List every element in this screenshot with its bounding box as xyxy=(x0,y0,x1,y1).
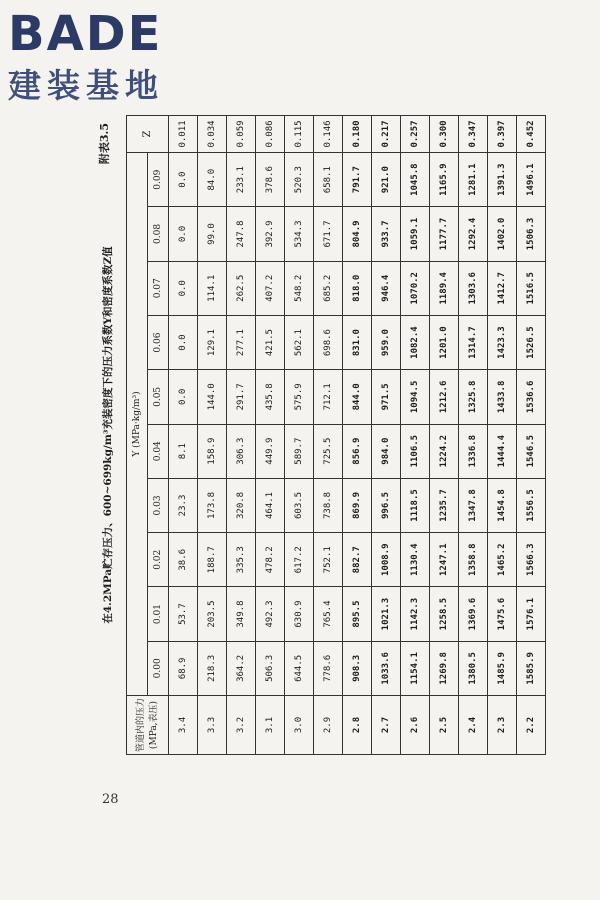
y-value-cell: 1496.1 xyxy=(517,153,546,207)
table-row xyxy=(314,116,343,755)
y-value-cell: 712.1 xyxy=(314,370,343,424)
y-value-cell: 1402.0 xyxy=(488,207,517,261)
y-value-cell: 831.0 xyxy=(343,315,372,369)
pressure-header xyxy=(127,696,169,755)
y-value-cell: 99.0 xyxy=(198,207,227,261)
y-value-cell: 882.7 xyxy=(343,533,372,587)
y-value-cell: 603.5 xyxy=(285,478,314,532)
y-value-cell: 1059.1 xyxy=(401,207,430,261)
y-value-cell: 1008.9 xyxy=(372,533,401,587)
pressure-header-line1: 管道内的压力 xyxy=(135,698,146,753)
y-value-cell: 478.2 xyxy=(256,533,285,587)
y-value-cell: 1106.5 xyxy=(401,424,430,478)
y-value-cell: 1303.6 xyxy=(459,261,488,315)
y-value-cell: 68.9 xyxy=(169,641,198,695)
y-value-cell: 725.5 xyxy=(314,424,343,478)
z-value-cell: 0.397 xyxy=(488,116,517,153)
table-row xyxy=(517,116,546,755)
table-caption: 在4.2MPa贮存压力、600~699kg/m³充装密度下的压力系数Y和密度系数Z值 xyxy=(102,246,114,624)
y-value-cell: 1546.5 xyxy=(517,424,546,478)
density-header-row xyxy=(148,116,169,755)
y-value-cell: 1433.8 xyxy=(488,370,517,424)
z-value-cell: 0.146 xyxy=(314,116,343,153)
y-value-cell: 378.6 xyxy=(256,153,285,207)
table-row xyxy=(198,116,227,755)
density-column-header: 0.04 xyxy=(148,424,169,478)
y-value-cell: 1444.4 xyxy=(488,424,517,478)
z-header: Z xyxy=(127,116,169,153)
y-value-cell: 630.9 xyxy=(285,587,314,641)
table-body xyxy=(169,116,546,755)
pressure-cell: 2.8 xyxy=(343,696,372,755)
y-value-cell: 1369.6 xyxy=(459,587,488,641)
y-value-cell: 1526.5 xyxy=(517,315,546,369)
y-value-cell: 392.9 xyxy=(256,207,285,261)
y-value-cell: 320.8 xyxy=(227,478,256,532)
y-value-cell: 921.0 xyxy=(372,153,401,207)
y-value-cell: 1247.1 xyxy=(430,533,459,587)
y-value-cell: 575.9 xyxy=(285,370,314,424)
y-value-cell: 84.0 xyxy=(198,153,227,207)
y-value-cell: 277.1 xyxy=(227,315,256,369)
y-value-cell: 617.2 xyxy=(285,533,314,587)
y-value-cell: 1269.8 xyxy=(430,641,459,695)
pressure-header-line2: (MPa,表压) xyxy=(148,700,159,750)
y-value-cell: 1475.6 xyxy=(488,587,517,641)
y-value-cell: 364.2 xyxy=(227,641,256,695)
y-value-cell: 291.7 xyxy=(227,370,256,424)
y-value-cell: 203.5 xyxy=(198,587,227,641)
y-value-cell: 335.3 xyxy=(227,533,256,587)
z-value-cell: 0.452 xyxy=(517,116,546,153)
y-value-cell: 562.1 xyxy=(285,315,314,369)
y-value-cell: 1201.0 xyxy=(430,315,459,369)
y-value-cell: 1423.3 xyxy=(488,315,517,369)
y-value-cell: 1033.6 xyxy=(372,641,401,695)
y-value-cell: 534.3 xyxy=(285,207,314,261)
logo-subtitle: 建装基地 xyxy=(8,66,164,105)
y-value-cell: 464.1 xyxy=(256,478,285,532)
z-value-cell: 0.034 xyxy=(198,116,227,153)
logo-wordmark: BADE xyxy=(8,6,163,62)
rotated-page-content xyxy=(98,115,536,755)
pressure-cell: 3.0 xyxy=(285,696,314,755)
table-row xyxy=(372,116,401,755)
y-value-cell: 895.5 xyxy=(343,587,372,641)
y-value-cell: 349.8 xyxy=(227,587,256,641)
table-row xyxy=(401,116,430,755)
density-column-header: 0.00 xyxy=(148,641,169,695)
y-value-cell: 129.1 xyxy=(198,315,227,369)
y-value-cell: 306.3 xyxy=(227,424,256,478)
y-value-cell: 971.5 xyxy=(372,370,401,424)
z-value-cell: 0.217 xyxy=(372,116,401,153)
y-value-cell: 1516.5 xyxy=(517,261,546,315)
y-value-cell: 0.0 xyxy=(169,153,198,207)
y-value-cell: 0.0 xyxy=(169,315,198,369)
y-value-cell: 1314.7 xyxy=(459,315,488,369)
y-value-cell: 844.0 xyxy=(343,370,372,424)
y-value-cell: 23.3 xyxy=(169,478,198,532)
y-value-cell: 996.5 xyxy=(372,478,401,532)
y-value-cell: 671.7 xyxy=(314,207,343,261)
z-value-cell: 0.347 xyxy=(459,116,488,153)
y-value-cell: 1358.8 xyxy=(459,533,488,587)
density-column-header: 0.08 xyxy=(148,207,169,261)
y-value-cell: 1130.4 xyxy=(401,533,430,587)
y-value-cell: 247.8 xyxy=(227,207,256,261)
y-value-cell: 765.4 xyxy=(314,587,343,641)
pressure-cell: 3.1 xyxy=(256,696,285,755)
y-value-cell: 233.1 xyxy=(227,153,256,207)
z-value-cell: 0.300 xyxy=(430,116,459,153)
y-value-cell: 1336.8 xyxy=(459,424,488,478)
y-value-cell: 658.1 xyxy=(314,153,343,207)
y-value-cell: 1576.1 xyxy=(517,587,546,641)
y-value-cell: 1094.5 xyxy=(401,370,430,424)
table-row xyxy=(488,116,517,755)
y-value-cell: 506.3 xyxy=(256,641,285,695)
y-value-cell: 685.2 xyxy=(314,261,343,315)
y-value-cell: 1325.8 xyxy=(459,370,488,424)
pressure-cell: 2.2 xyxy=(517,696,546,755)
y-value-cell: 644.5 xyxy=(285,641,314,695)
y-value-cell: 435.8 xyxy=(256,370,285,424)
y-value-cell: 0.0 xyxy=(169,370,198,424)
y-value-cell: 1391.3 xyxy=(488,153,517,207)
pressure-cell: 2.4 xyxy=(459,696,488,755)
z-value-cell: 0.059 xyxy=(227,116,256,153)
y-value-cell: 946.4 xyxy=(372,261,401,315)
density-column-header: 0.02 xyxy=(148,533,169,587)
y-value-cell: 1165.9 xyxy=(430,153,459,207)
y-value-cell: 1292.4 xyxy=(459,207,488,261)
y-value-cell: 1412.7 xyxy=(488,261,517,315)
y-value-cell: 8.1 xyxy=(169,424,198,478)
density-column-header: 0.09 xyxy=(148,153,169,207)
y-value-cell: 908.3 xyxy=(343,641,372,695)
y-value-cell: 984.0 xyxy=(372,424,401,478)
y-value-cell: 1082.4 xyxy=(401,315,430,369)
y-value-cell: 1380.5 xyxy=(459,641,488,695)
y-value-cell: 752.1 xyxy=(314,533,343,587)
y-value-cell: 38.6 xyxy=(169,533,198,587)
y-value-cell: 1506.3 xyxy=(517,207,546,261)
y-value-cell: 1070.2 xyxy=(401,261,430,315)
y-value-cell: 144.0 xyxy=(198,370,227,424)
y-value-cell: 1142.3 xyxy=(401,587,430,641)
y-value-cell: 818.0 xyxy=(343,261,372,315)
y-value-cell: 856.9 xyxy=(343,424,372,478)
y-value-cell: 1177.7 xyxy=(430,207,459,261)
y-value-cell: 1585.9 xyxy=(517,641,546,695)
y-value-cell: 0.0 xyxy=(169,261,198,315)
density-column-header: 0.03 xyxy=(148,478,169,532)
y-value-cell: 1154.1 xyxy=(401,641,430,695)
y-value-cell: 1224.2 xyxy=(430,424,459,478)
y-value-cell: 959.0 xyxy=(372,315,401,369)
table-row xyxy=(227,116,256,755)
y-value-cell: 1021.3 xyxy=(372,587,401,641)
y-value-cell: 1454.8 xyxy=(488,478,517,532)
y-value-cell: 869.9 xyxy=(343,478,372,532)
y-value-cell: 738.8 xyxy=(314,478,343,532)
y-value-cell: 218.3 xyxy=(198,641,227,695)
pressure-cell: 3.4 xyxy=(169,696,198,755)
y-value-cell: 173.8 xyxy=(198,478,227,532)
y-value-cell: 1212.6 xyxy=(430,370,459,424)
y-value-cell: 698.6 xyxy=(314,315,343,369)
table-row xyxy=(256,116,285,755)
y-value-cell: 1258.5 xyxy=(430,587,459,641)
density-column-header: 0.05 xyxy=(148,370,169,424)
y-value-cell: 1118.5 xyxy=(401,478,430,532)
y-value-cell: 933.7 xyxy=(372,207,401,261)
density-column-header: 0.01 xyxy=(148,587,169,641)
z-value-cell: 0.115 xyxy=(285,116,314,153)
z-value-cell: 0.257 xyxy=(401,116,430,153)
pressure-cell: 2.7 xyxy=(372,696,401,755)
y-value-cell: 1045.8 xyxy=(401,153,430,207)
y-value-cell: 114.1 xyxy=(198,261,227,315)
y-value-cell: 1566.3 xyxy=(517,533,546,587)
pressure-cell: 2.3 xyxy=(488,696,517,755)
pressure-cell: 3.3 xyxy=(198,696,227,755)
y-value-cell: 1281.1 xyxy=(459,153,488,207)
table-row xyxy=(430,116,459,755)
y-value-cell: 791.7 xyxy=(343,153,372,207)
y-value-cell: 1536.6 xyxy=(517,370,546,424)
y-value-cell: 0.0 xyxy=(169,207,198,261)
pressure-cell: 2.5 xyxy=(430,696,459,755)
y-value-cell: 548.2 xyxy=(285,261,314,315)
brand-logo xyxy=(8,6,208,107)
table-row xyxy=(285,116,314,755)
y-value-cell: 1556.5 xyxy=(517,478,546,532)
y-value-cell: 158.9 xyxy=(198,424,227,478)
y-value-cell: 804.9 xyxy=(343,207,372,261)
y-value-cell: 407.2 xyxy=(256,261,285,315)
z-value-cell: 0.011 xyxy=(169,116,198,153)
y-value-cell: 1465.2 xyxy=(488,533,517,587)
pressure-cell: 2.9 xyxy=(314,696,343,755)
y-value-cell: 1347.8 xyxy=(459,478,488,532)
coefficient-table xyxy=(126,115,546,755)
density-column-header: 0.06 xyxy=(148,315,169,369)
y-value-cell: 520.3 xyxy=(285,153,314,207)
y-value-cell: 589.7 xyxy=(285,424,314,478)
appendix-label: 附表3.5 xyxy=(98,123,111,165)
y-value-cell: 778.6 xyxy=(314,641,343,695)
y-value-cell: 421.5 xyxy=(256,315,285,369)
y-value-cell: 1235.7 xyxy=(430,478,459,532)
y-value-cell: 53.7 xyxy=(169,587,198,641)
y-value-cell: 1189.4 xyxy=(430,261,459,315)
pressure-cell: 2.6 xyxy=(401,696,430,755)
table-row xyxy=(169,116,198,755)
pressure-cell: 3.2 xyxy=(227,696,256,755)
density-column-header: 0.07 xyxy=(148,261,169,315)
z-value-cell: 0.086 xyxy=(256,116,285,153)
y-value-cell: 449.9 xyxy=(256,424,285,478)
page-number: 28 xyxy=(102,792,119,807)
y-value-cell: 262.5 xyxy=(227,261,256,315)
z-value-cell: 0.180 xyxy=(343,116,372,153)
y-value-cell: 188.7 xyxy=(198,533,227,587)
table-row xyxy=(343,116,372,755)
y-header: Y (MPa·kg/m³) xyxy=(127,153,148,696)
y-value-cell: 1485.9 xyxy=(488,641,517,695)
table-row xyxy=(459,116,488,755)
y-value-cell: 492.3 xyxy=(256,587,285,641)
